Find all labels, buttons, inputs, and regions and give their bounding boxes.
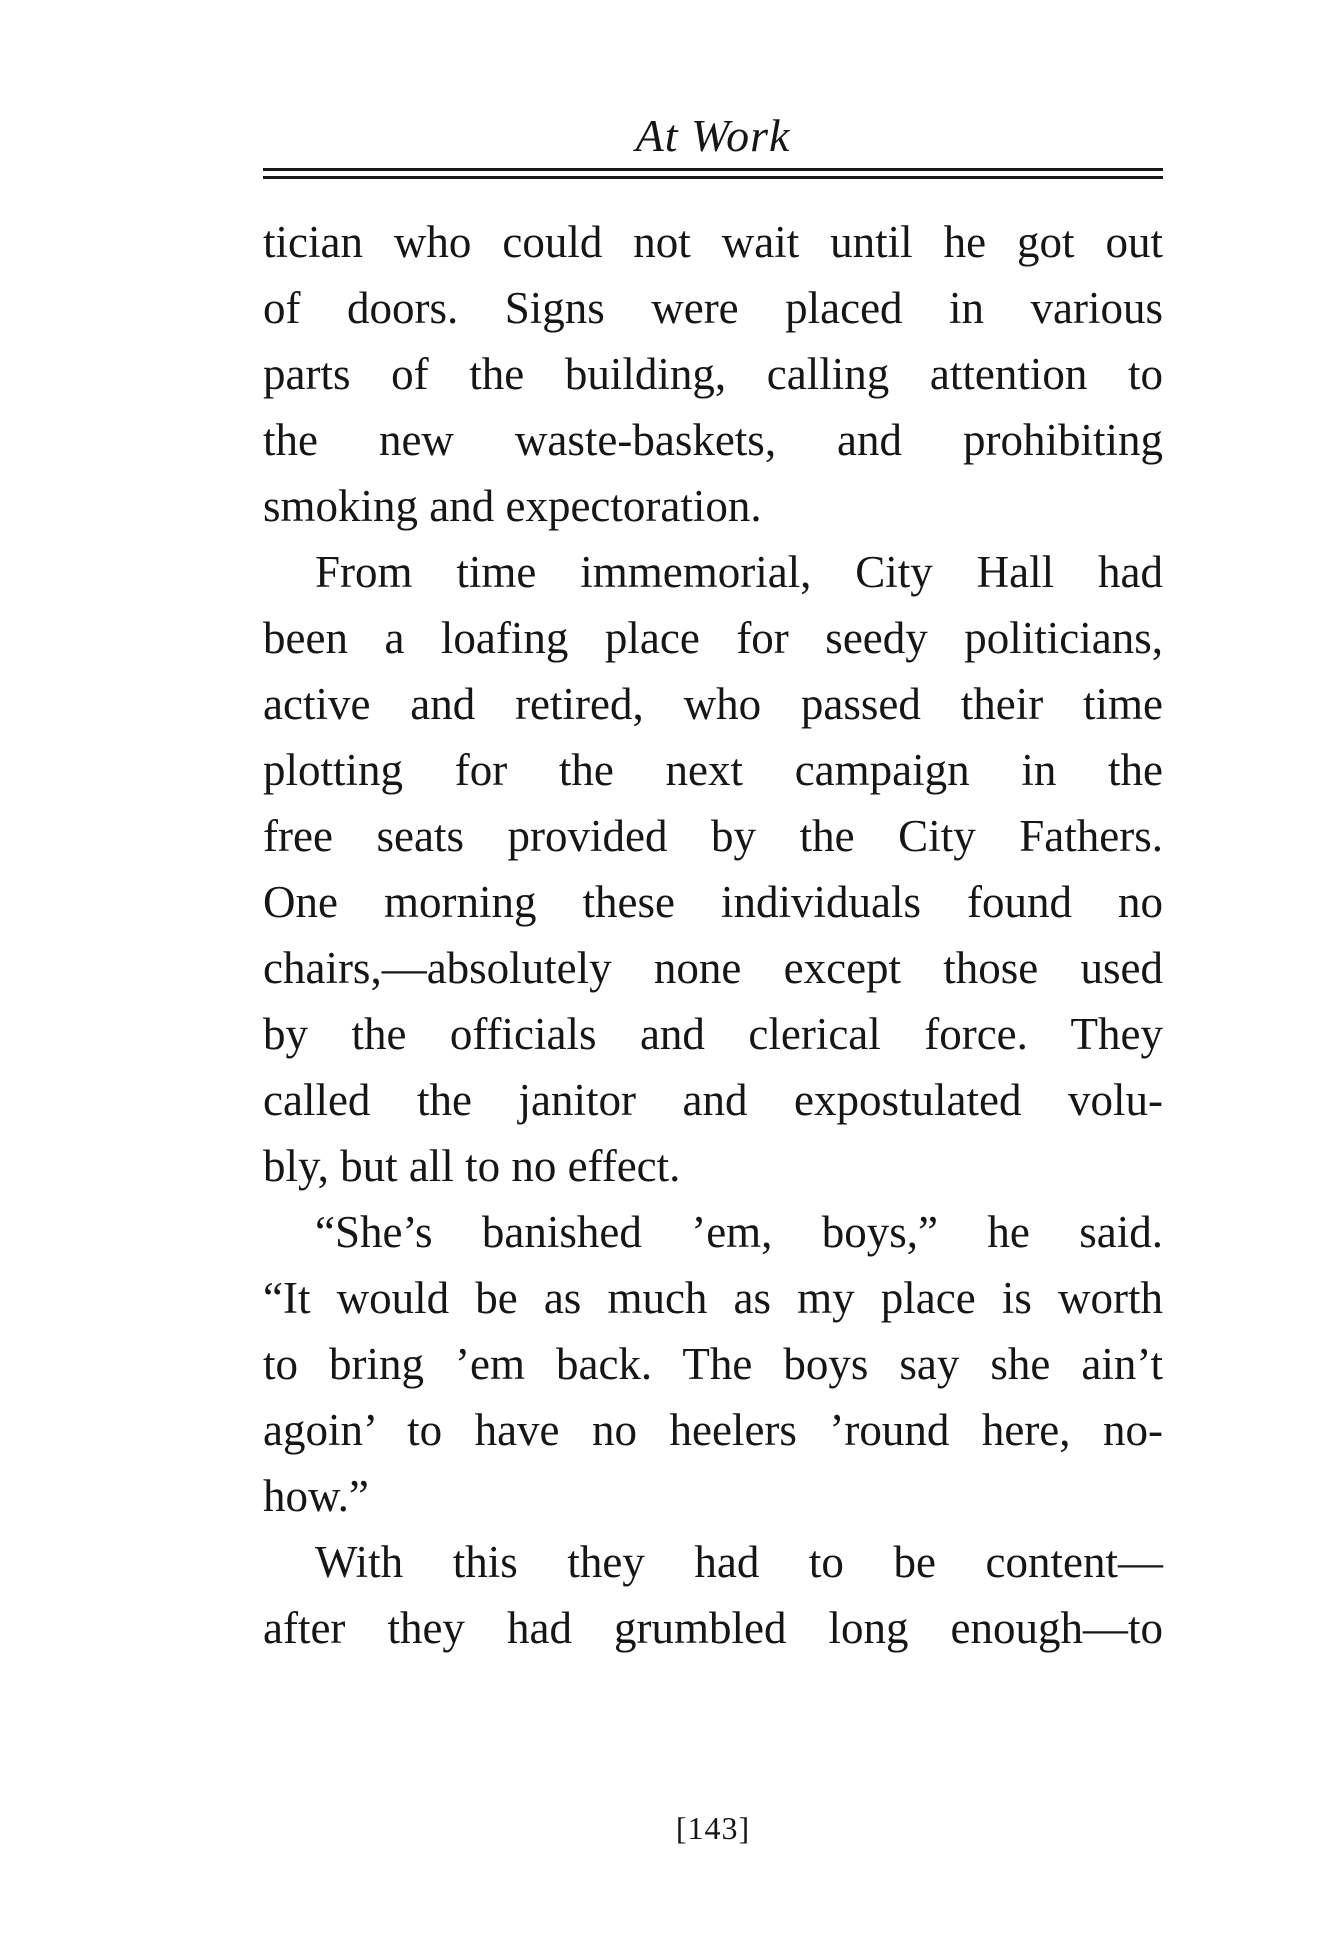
body-text bbox=[263, 209, 1163, 1661]
text-line: plotting for the next campaign in the bbox=[263, 745, 1163, 795]
text-line: active and retired, who passed their time bbox=[263, 679, 1163, 729]
text-line: of doors. Signs were placed in various bbox=[263, 283, 1163, 333]
text-line: how.” bbox=[263, 1471, 369, 1521]
running-head: At Work bbox=[635, 110, 791, 161]
text-line: after they had grumbled long enough—to bbox=[263, 1603, 1163, 1653]
text-line: smoking and expectoration. bbox=[263, 481, 762, 531]
text-line: chairs,—absolutely none except those used bbox=[263, 943, 1163, 993]
text-line: called the janitor and expostulated volu- bbox=[263, 1075, 1163, 1125]
text-line: From time immemorial, City Hall had bbox=[315, 547, 1163, 597]
text-line: With this they had to be content— bbox=[315, 1537, 1163, 1587]
text-line: bly, but all to no effect. bbox=[263, 1141, 681, 1191]
text-line: parts of the building, calling attention to bbox=[263, 349, 1163, 399]
text-line: the new waste-baskets, and prohibiting bbox=[263, 415, 1163, 465]
text-line: agoin’ to have no heelers ’round here, no- bbox=[263, 1405, 1163, 1455]
text-line: One morning these individuals found no bbox=[263, 877, 1163, 927]
header-rule-bottom bbox=[263, 176, 1163, 179]
text-line: by the officials and clerical force. They bbox=[263, 1009, 1163, 1059]
text-line: “It would be as much as my place is worth bbox=[263, 1273, 1163, 1323]
text-line: tician who could not wait until he got out bbox=[263, 217, 1163, 267]
text-line: been a loafing place for seedy politicians, bbox=[263, 613, 1163, 663]
text-line: “She’s banished ’em, boys,” he said. bbox=[315, 1207, 1163, 1257]
text-line: to bring ’em back. The boys say she ain’t bbox=[263, 1339, 1163, 1389]
page-number: [143] bbox=[675, 1810, 751, 1846]
header-rule-top bbox=[263, 168, 1163, 171]
text-line: free seats provided by the City Fathers. bbox=[263, 811, 1163, 861]
